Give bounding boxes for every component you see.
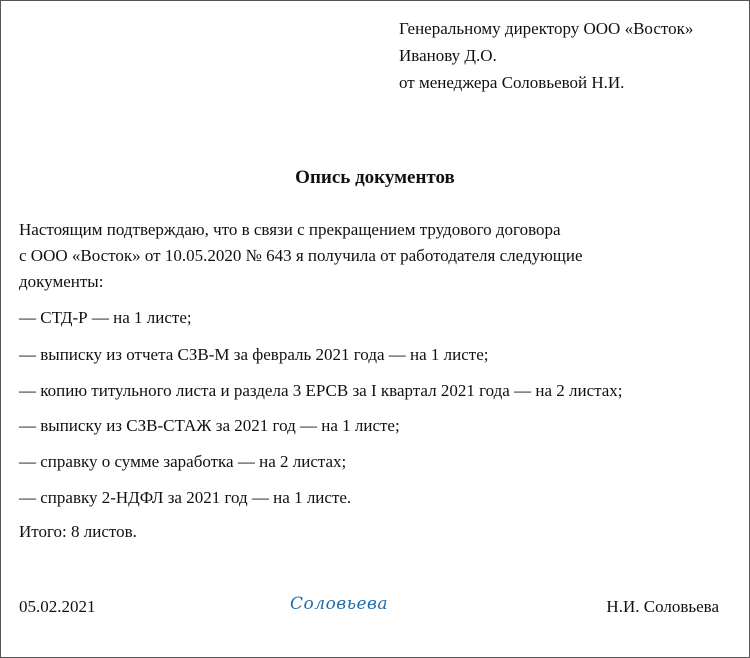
addressee-line-3: от менеджера Соловьевой Н.И.: [399, 73, 625, 92]
intro-line-2: с ООО «Восток» от 10.05.2020 № 643 я получила от работодателя следующие: [19, 246, 583, 265]
list-item: — выписку из отчета СЗВ-М за февраль 2021 года — на 1 листе;: [19, 345, 489, 364]
list-item: — справку о сумме заработка — на 2 листах;: [19, 452, 347, 471]
list-item: — СТД-Р — на 1 листе;: [19, 308, 192, 327]
addressee-block: [399, 15, 693, 96]
list-item: — копию титульного листа и раздела 3 ЕРСВ за I квартал 2021 года — на 2 листах;: [19, 381, 623, 400]
document-date: 05.02.2021: [19, 597, 96, 616]
handwritten-signature: Соловьева: [290, 594, 389, 614]
intro-line-1: Настоящим подтверждаю, что в связи с прекращением трудового договора: [19, 220, 561, 239]
total-line: Итого: 8 листов.: [19, 522, 137, 541]
addressee-line-1: Генеральному директору ООО «Восток»: [399, 19, 694, 38]
signer-name: Н.И. Соловьева: [606, 597, 719, 616]
document-title: Опись документов: [295, 167, 455, 188]
intro-line-3: документы:: [19, 272, 104, 291]
list-item: — справку 2-НДФЛ за 2021 год — на 1 листе.: [19, 488, 352, 507]
intro-paragraph: [19, 217, 719, 295]
addressee-line-2: Иванову Д.О.: [399, 46, 497, 65]
list-item: — выписку из СЗВ-СТАЖ за 2021 год — на 1 листе;: [19, 416, 400, 435]
